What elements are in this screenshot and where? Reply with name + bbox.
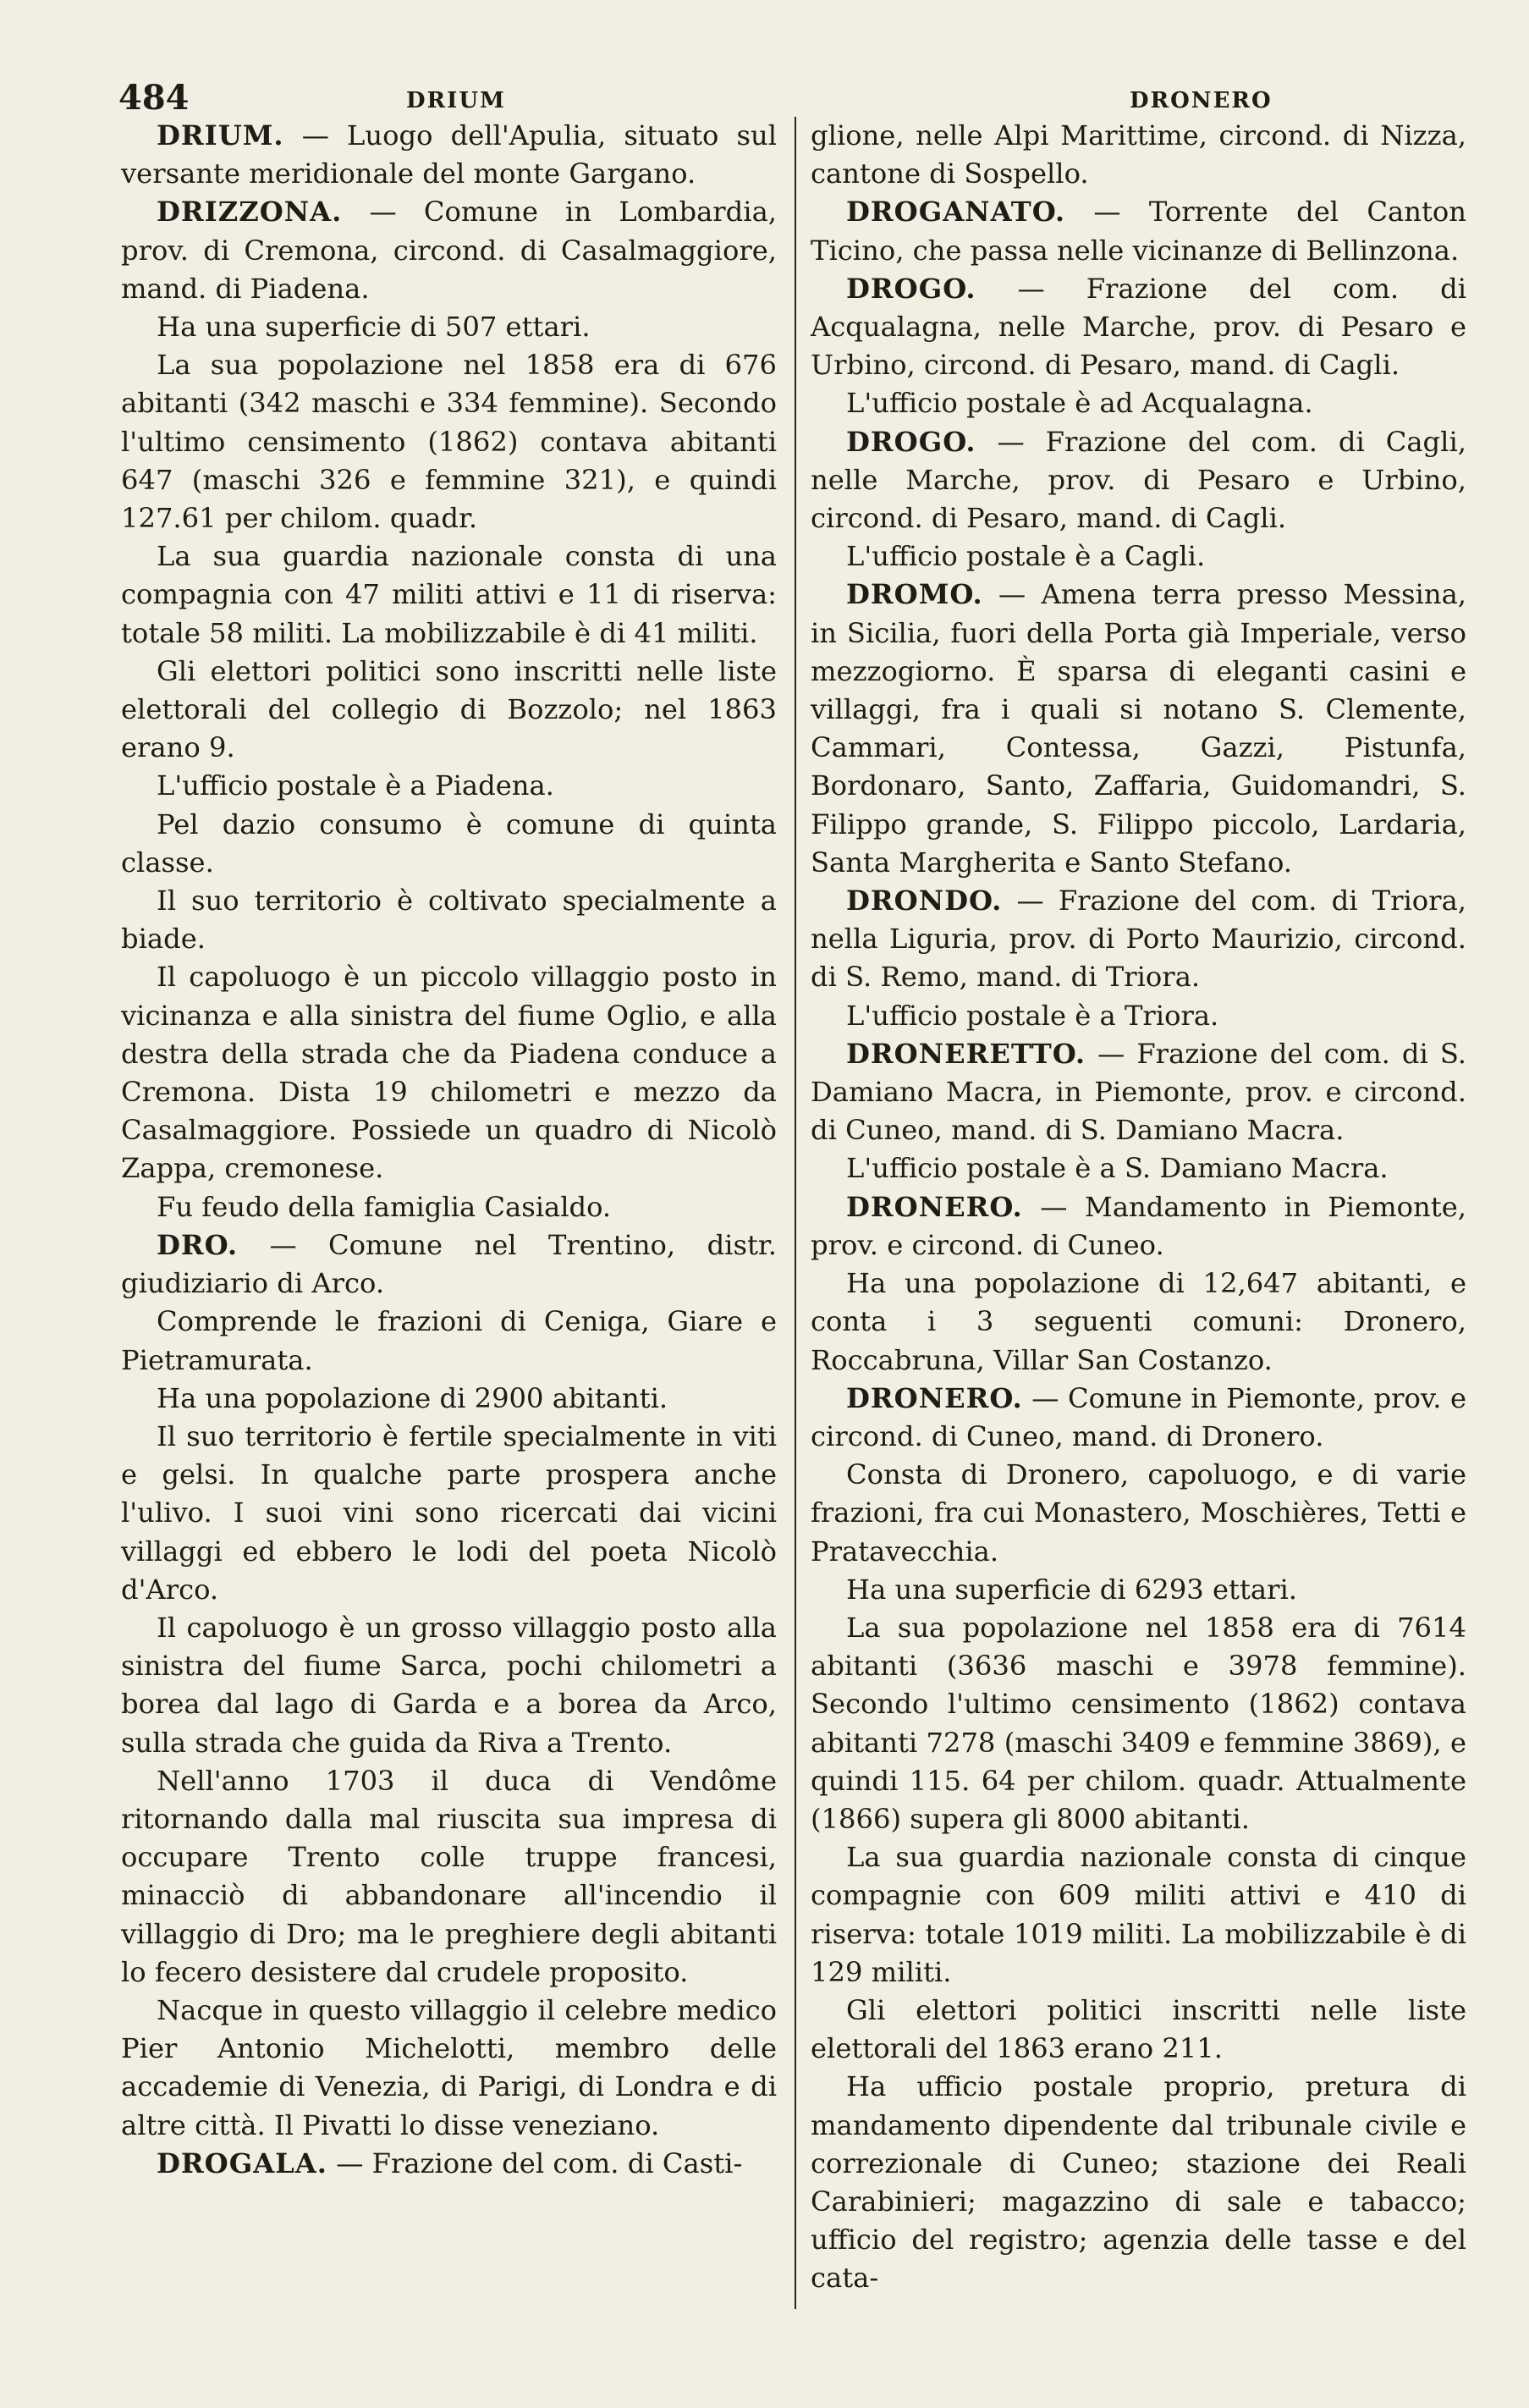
entry-text: — Frazione del com. di S. Damiano Macra, in Piemonte, prov. e circond. di Cuneo, mand. di S. Damiano Macra. [811,1037,1466,1147]
entry-text: — Torrente del Canton Ticino, che passa nelle vicinanze di Bellinzona. [811,196,1466,267]
entry-text: L'ufficio postale è a Triora. [846,999,1219,1032]
entry-text: La sua guardia nazionale consta di cinque compagnie con 609 militi attivi e 410 di riserva: totale 1019 militi. La mobilizzabile è di 129 militi. [811,1841,1466,1988]
entry-headword: DRO. [157,1228,239,1261]
body-paragraph [121,806,777,882]
entry-text: Fu feudo della famiglia Casialdo. [157,1190,612,1223]
entry-text: Il capoluogo è un piccolo villaggio posto in vicinanza e alla sinistra del fiume Oglio, e alla destra della strada che da Piadena conduce a Cremona. Dista 19 chilometri e mezzo da Casalmaggiore. Possiede un quadro di Nicolò Zappa, cremonese. [121,961,777,1185]
entry-text: Consta di Dronero, capoluogo, e di varie frazioni, fra cui Monastero, Moschières, Tetti e Pratavecchia. [811,1458,1466,1568]
entry-headword: DRONERO. [846,1190,1023,1223]
body-paragraph [811,1456,1466,1571]
entry-text: Nell'anno 1703 il duca di Vendôme ritornando dalla mal riuscita sua impresa di occupare Trento colle truppe francesi, minacciò di abbandonare all'incendio il villaggio di Dro; ma le preghiere degli abitanti lo fecero desistere dal crudele proposito. [121,1764,777,1988]
entry-paragraph [811,882,1466,997]
entry-text: Il suo territorio è coltivato specialmente a biade. [121,884,777,956]
body-paragraph [121,767,777,805]
entry-paragraph [811,193,1466,269]
body-paragraph [811,1265,1466,1380]
entry-headword: DRONERO. [846,1381,1023,1414]
entry-text: Ha una popolazione di 2900 abitanti. [157,1381,668,1414]
body-paragraph [121,1762,777,1992]
entry-text: — Luogo dell'Apulia, situato sul versante meridionale del monte Gargano. [121,119,777,190]
entry-text: — Amena terra presso Messina, in Sicilia, fuori della Porta già Imperiale, verso mezzogiorno. È sparsa di eleganti casini e villaggi, fra i quali si notano S. Clemente, Cammari, Contessa, Gazzi, Pistunfa, Bordonaro, Santo, Zaffaria, Guidomandri, S. Filippo grande, S. Filippo piccolo, Lardaria, Santa Margherita e Santo Stefano. [811,578,1466,879]
entry-text: L'ufficio postale è a S. Damiano Macra. [846,1152,1389,1185]
right-column [811,117,1466,2298]
body-paragraph [121,958,777,1187]
right-running-head: DRONERO [1130,88,1273,113]
entry-paragraph [811,1188,1466,1265]
entry-paragraph [811,270,1466,385]
body-paragraph [121,1992,777,2145]
entry-text: Nacque in questo villaggio il celebre medico Pier Antonio Michelotti, membro delle accademie di Venezia, di Parigi, di Londra e di altre città. Il Pivatti lo disse veneziano. [121,1993,777,2141]
entry-text: Gli elettori politici inscritti nelle liste elettorali del 1863 erano 211. [811,1993,1466,2065]
left-column [121,117,777,2183]
entry-text: — Frazione del com. di Triora, nella Liguria, prov. di Porto Maurizio, circond. di S. Remo, mand. di Triora. [811,884,1466,994]
entry-text: L'ufficio postale è ad Acqualagna. [846,387,1313,420]
body-paragraph [811,2068,1466,2297]
entry-text: — Mandamento in Piemonte, prov. e circond. di Cuneo. [811,1190,1466,1261]
entry-headword: DROGALA. [157,2146,327,2179]
entry-text: La sua popolazione nel 1858 era di 7614 abitanti (3636 maschi e 3978 femmine). Secondo l'ultimo censimento (1862) contava abitanti 7278 (maschi 3409 e femmine 3869), e quindi 115. 64 per chilom. quadr. Attualmente (1866) supera gli 8000 abitanti. [811,1611,1466,1835]
entry-text: — Frazione del com. di Acqualagna, nelle Marche, prov. di Pesaro e Urbino, circond. di Pesaro, mand. di Cagli. [811,272,1466,382]
entry-paragraph [121,193,777,308]
body-paragraph [811,384,1466,422]
body-paragraph [121,537,777,653]
body-paragraph [811,1609,1466,1838]
body-paragraph [121,653,777,768]
body-paragraph [811,997,1466,1035]
entry-text: La sua popolazione nel 1858 era di 676 abitanti (342 maschi e 334 femmine). Secondo l'ultimo censimento (1862) contava abitanti 647 (maschi 326 e femmine 321), e quindi 127.61 per chilom. quadr. [121,349,777,535]
entry-headword: DRIUM. [157,119,284,152]
entry-text: La sua guardia nazionale consta di una compagnia con 47 militi attivi e 11 di riserva: totale 58 militi. La mobilizzabile è di 41 militi. [121,540,777,649]
entry-headword: DROGO. [846,272,976,305]
entry-paragraph [811,1035,1466,1150]
body-paragraph [811,537,1466,576]
page-number: 484 [118,78,190,118]
entry-text: Pel dazio consumo è comune di quinta classe. [121,807,777,879]
entry-paragraph [811,1380,1466,1456]
entry-text: — Comune nel Trentino, distr. giudiziario di Arco. [121,1228,777,1300]
entry-headword: DROGANATO. [846,196,1066,229]
body-paragraph [121,1418,777,1609]
entry-headword: DRIZZONA. [157,196,343,229]
entry-paragraph [811,576,1466,882]
entry-text: — Comune in Lombardia, prov. di Cremona, circond. di Casalmaggiore, mand. di Piadena. [121,196,777,305]
entry-text: L'ufficio postale è a Piadena. [157,769,554,802]
entry-text: Il suo territorio è fertile specialmente in viti e gelsi. In qualche parte prospera anche l'ulivo. I suoi vini sono ricercati dai vicini villaggi ed ebbero le lodi del poeta Nicolò d'Arco. [121,1419,777,1606]
left-running-head: DRIUM [406,88,506,113]
entry-text: Gli elettori politici sono inscritti nelle liste elettorali del collegio di Bozzolo; nel 1863 erano 9. [121,654,777,764]
body-paragraph [121,346,777,537]
entry-text: — Frazione del com. di Casti- [327,2146,743,2179]
entry-text: — Comune in Piemonte, prov. e circond. di Cuneo, mand. di Dronero. [811,1381,1466,1452]
body-paragraph [121,1609,777,1762]
entry-paragraph [121,117,777,193]
entry-text: glione, nelle Alpi Marittime, circond. di Nizza, cantone di Sospello. [811,119,1466,190]
entry-paragraph [811,423,1466,538]
column-divider [795,117,796,2309]
body-paragraph [121,1380,777,1418]
body-paragraph [121,308,777,346]
body-paragraph [811,117,1466,193]
body-paragraph [811,1838,1466,1992]
entry-text: — Frazione del com. di Cagli, nelle Marche, prov. di Pesaro e Urbino, circond. di Pesaro, mand. di Cagli. [811,425,1466,535]
entry-text: Comprende le frazioni di Ceniga, Giare e Pietramurata. [121,1305,777,1376]
entry-paragraph [121,1226,777,1303]
body-paragraph [811,1992,1466,2068]
entry-headword: DRONDO. [846,884,1003,917]
body-paragraph [121,882,777,958]
entry-paragraph [121,2145,777,2183]
entry-text: Ha una superficie di 507 ettari. [157,311,591,344]
body-paragraph [811,1571,1466,1609]
entry-text: Il capoluogo è un grosso villaggio posto alla sinistra del fiume Sarca, pochi chilometri a borea dal lago di Garda e a borea da Arco, sulla strada che guida da Riva a Trento. [121,1611,777,1759]
body-paragraph [121,1303,777,1379]
entry-text: Ha una popolazione di 12,647 abitanti, e conta i 3 seguenti comuni: Dronero, Roccabruna, Villar San Costanzo. [811,1267,1466,1376]
entry-text: L'ufficio postale è a Cagli. [846,540,1206,573]
entry-headword: DROMO. [846,578,983,611]
entry-headword: DROGO. [846,425,976,458]
entry-text: Ha ufficio postale proprio, pretura di mandamento dipendente dal tribunale civile e correzionale di Cuneo; stazione dei Reali Carabinieri; magazzino di sale e tabacco; ufficio del registro; agenzia delle tasse e del cata- [811,2070,1466,2295]
body-paragraph [121,1188,777,1226]
body-paragraph [811,1149,1466,1187]
entry-text: Ha una superficie di 6293 ettari. [846,1573,1298,1606]
entry-headword: DRONERETTO. [846,1037,1086,1070]
